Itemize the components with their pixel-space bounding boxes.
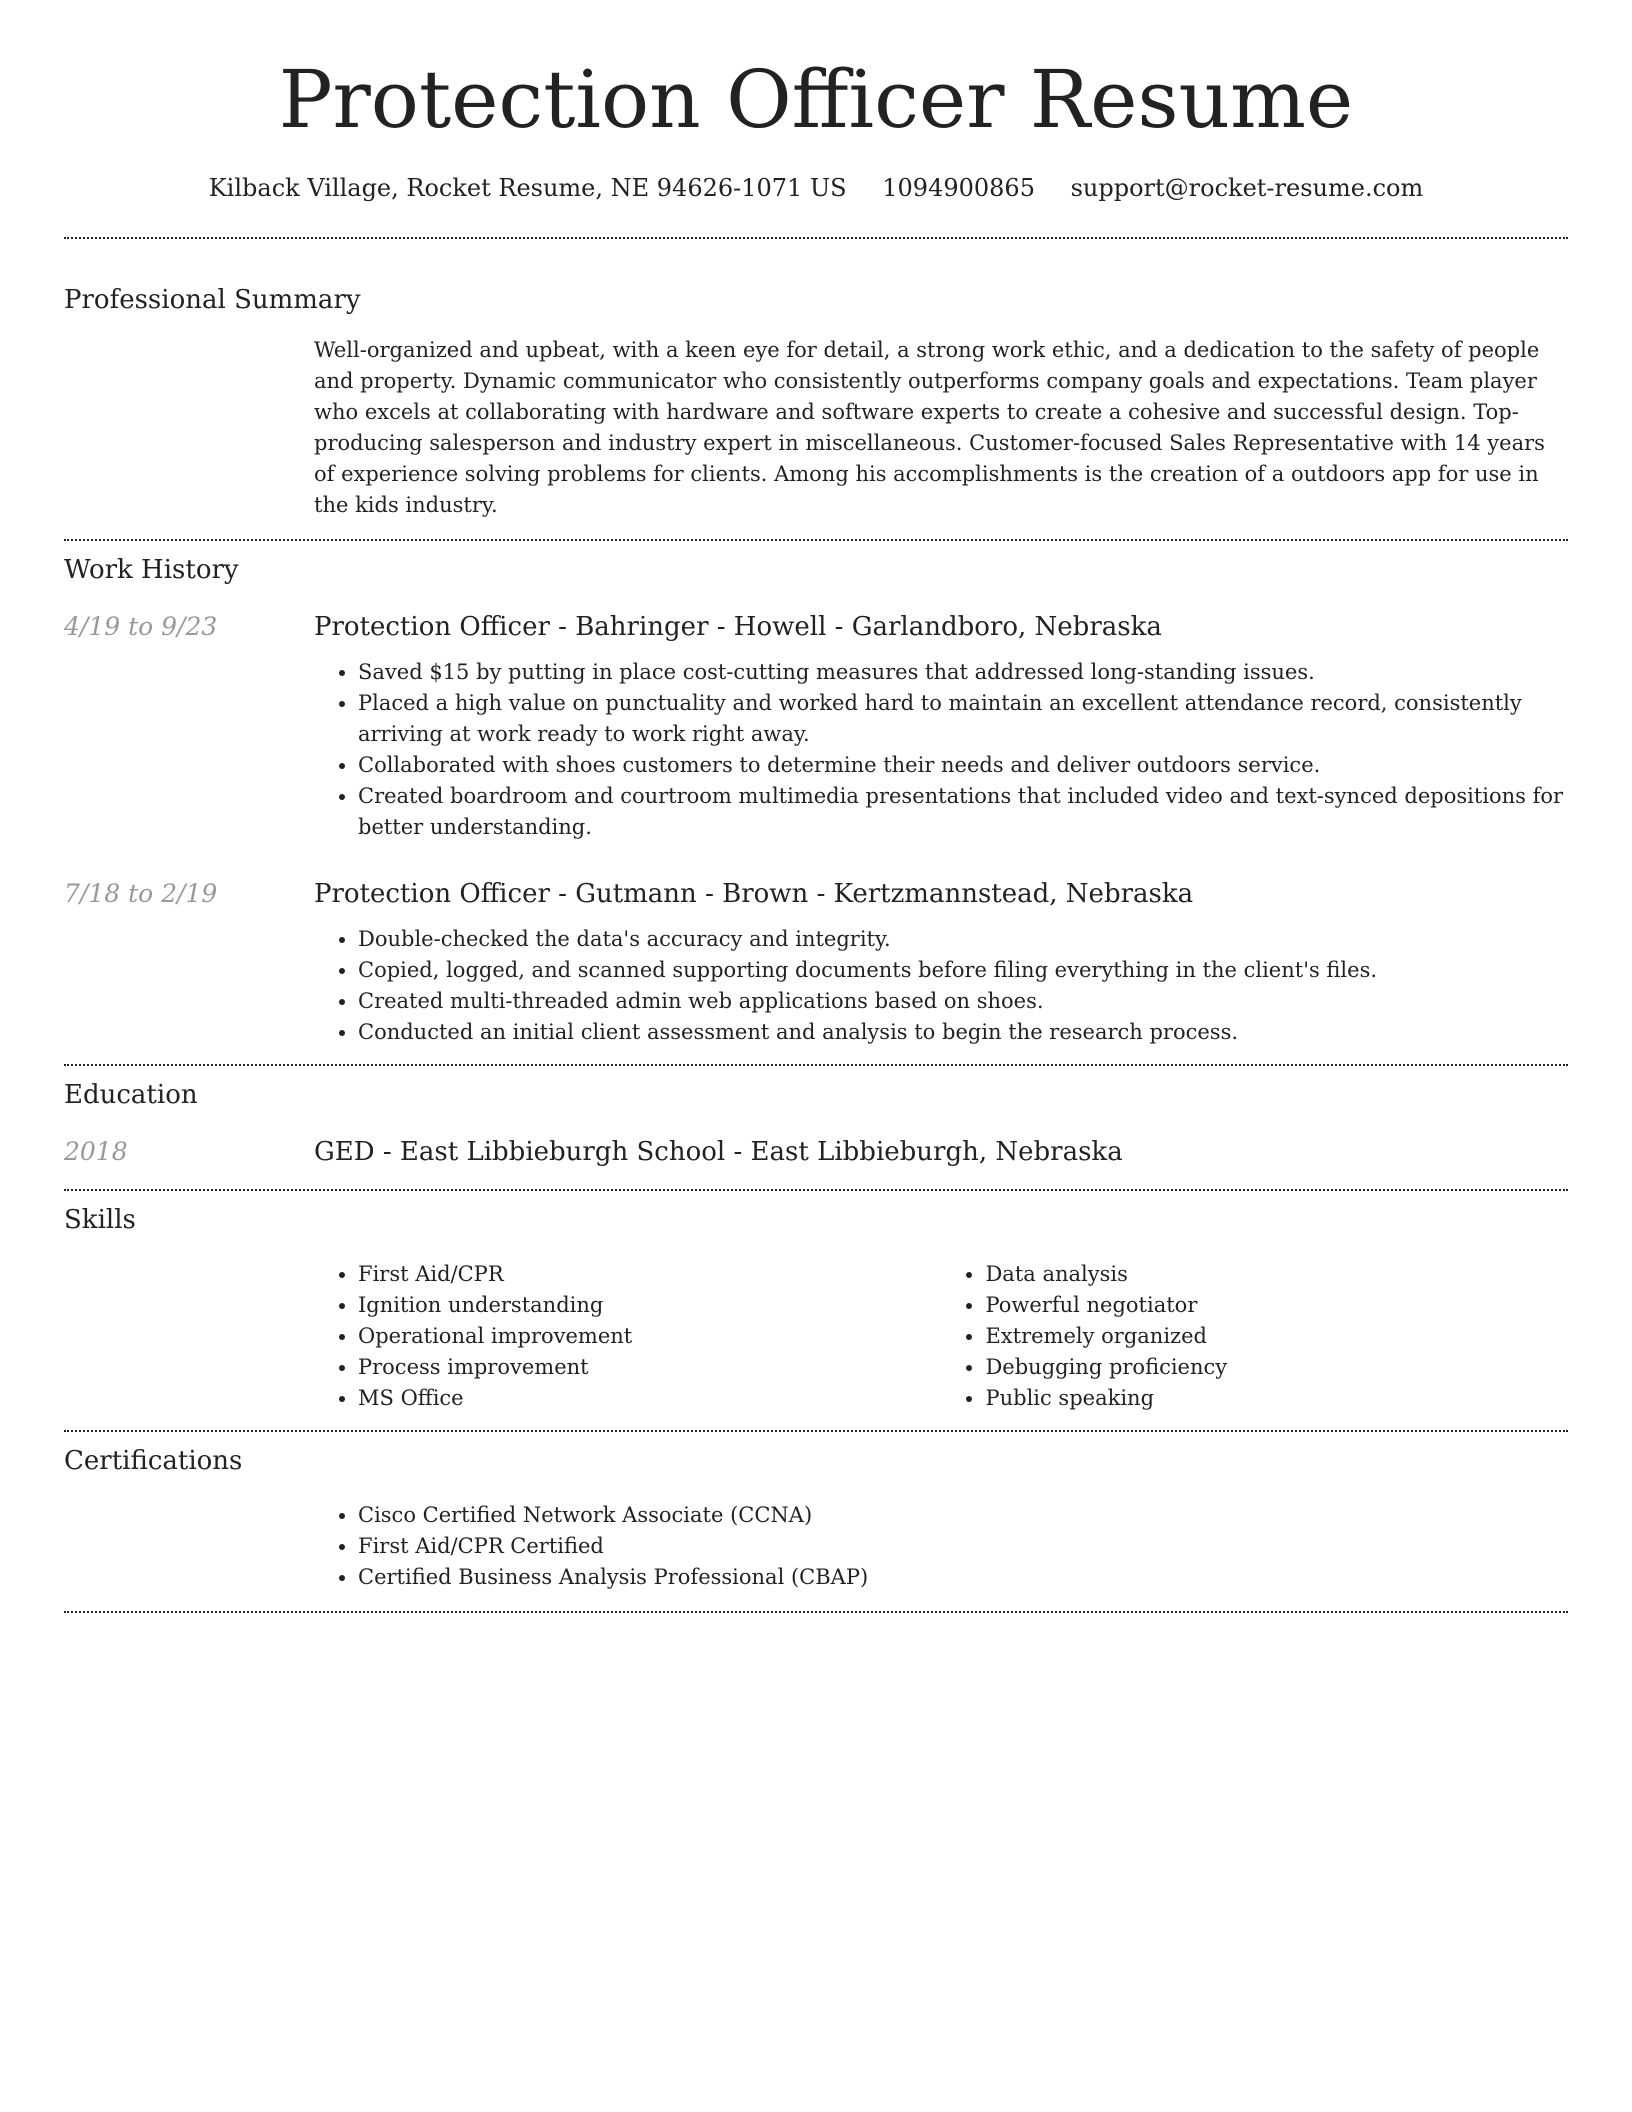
list-item: • First Aid/CPR Certified — [358, 1531, 1568, 1562]
certifications-heading: Certifications — [64, 1446, 243, 1476]
list-item: • Created multi-threaded admin web applications based on shoes. — [358, 986, 1568, 1017]
contact-email: support@rocket-resume.com — [1070, 174, 1424, 202]
summary-heading: Professional Summary — [64, 285, 361, 315]
divider — [64, 1611, 1568, 1613]
divider — [64, 237, 1568, 239]
list-item: • Copied, logged, and scanned supporting documents before filing everything in the client's files. — [358, 955, 1568, 986]
job-dates: 4/19 to 9/23 — [64, 612, 218, 641]
list-item: • Certified Business Analysis Professional (CBAP) — [358, 1562, 1568, 1593]
education-heading: Education — [64, 1080, 198, 1110]
job-dates: 7/18 to 2/19 — [64, 879, 218, 908]
divider — [64, 1189, 1568, 1191]
list-item: • Public speaking — [985, 1383, 1568, 1414]
list-item: • Double-checked the data's accuracy and integrity. — [358, 924, 1568, 955]
divider — [64, 539, 1568, 541]
list-item: • Conducted an initial client assessment and analysis to begin the research process. — [358, 1017, 1568, 1048]
skills-list-left — [314, 1259, 941, 1414]
list-item: • Cisco Certified Network Associate (CCNA) — [358, 1500, 1568, 1531]
work-section — [64, 553, 1568, 1048]
list-item: • Collaborated with shoes customers to determine their needs and deliver outdoors service. — [358, 750, 1568, 781]
job-entry — [64, 877, 1568, 1048]
job-bullets — [314, 924, 1568, 1048]
list-item: • Created boardroom and courtroom multimedia presentations that included video and text-synced depositions for better understanding. — [358, 781, 1568, 843]
list-item: • MS Office — [358, 1383, 941, 1414]
contact-phone: 1094900865 — [882, 174, 1035, 202]
contact-address: Kilback Village, Rocket Resume, NE 94626-1071 US — [208, 174, 847, 202]
list-item: • Operational improvement — [358, 1321, 941, 1352]
certifications-section — [64, 1444, 1568, 1593]
job-entry — [64, 610, 1568, 843]
list-item: • Saved $15 by putting in place cost-cutting measures that addressed long-standing issues. — [358, 657, 1568, 688]
skills-heading: Skills — [64, 1205, 136, 1235]
list-item: • Ignition understanding — [358, 1290, 941, 1321]
list-item: • Debugging proficiency — [985, 1352, 1568, 1383]
list-item: • Powerful negotiator — [985, 1290, 1568, 1321]
skills-list-right — [941, 1259, 1568, 1414]
summary-text: Well-organized and upbeat, with a keen eye for detail, a strong work ethic, and a dedication to the safety of people and property. Dynamic communicator who consistently outperforms company goals and expectations. Team player who excels at collaborating with hardware and software experts to create a cohesive and successful design. Top-producing salesperson and industry expert in miscellaneous. Customer-focused Sales Representative with 14 years of experience solving problems for clients. Among his accomplishments is the creation of a outdoors app for use in the kids industry. — [314, 338, 1545, 517]
list-item: • Extremely organized — [985, 1321, 1568, 1352]
education-year: 2018 — [64, 1137, 128, 1166]
education-section — [64, 1078, 1568, 1169]
list-item: • First Aid/CPR — [358, 1259, 941, 1290]
list-item: • Placed a high value on punctuality and worked hard to maintain an excellent attendance record, consistently arriving at work ready to work right away. — [358, 688, 1568, 750]
divider — [64, 1430, 1568, 1432]
list-item: • Process improvement — [358, 1352, 941, 1383]
job-title: Protection Officer - Bahringer - Howell - Garlandboro, Nebraska — [314, 612, 1162, 642]
summary-section — [64, 283, 1568, 521]
education-entry: GED - East Libbieburgh School - East Libbieburgh, Nebraska — [314, 1137, 1123, 1167]
divider — [64, 1064, 1568, 1066]
work-heading: Work History — [64, 555, 239, 585]
list-item: • Data analysis — [985, 1259, 1568, 1290]
skills-section — [64, 1203, 1568, 1414]
job-bullets — [314, 657, 1568, 843]
certifications-list — [314, 1500, 1568, 1593]
contact-line — [64, 172, 1568, 204]
job-title: Protection Officer - Gutmann - Brown - Kertzmannstead, Nebraska — [314, 879, 1194, 909]
page-title: Protection Officer Resume — [278, 53, 1354, 146]
